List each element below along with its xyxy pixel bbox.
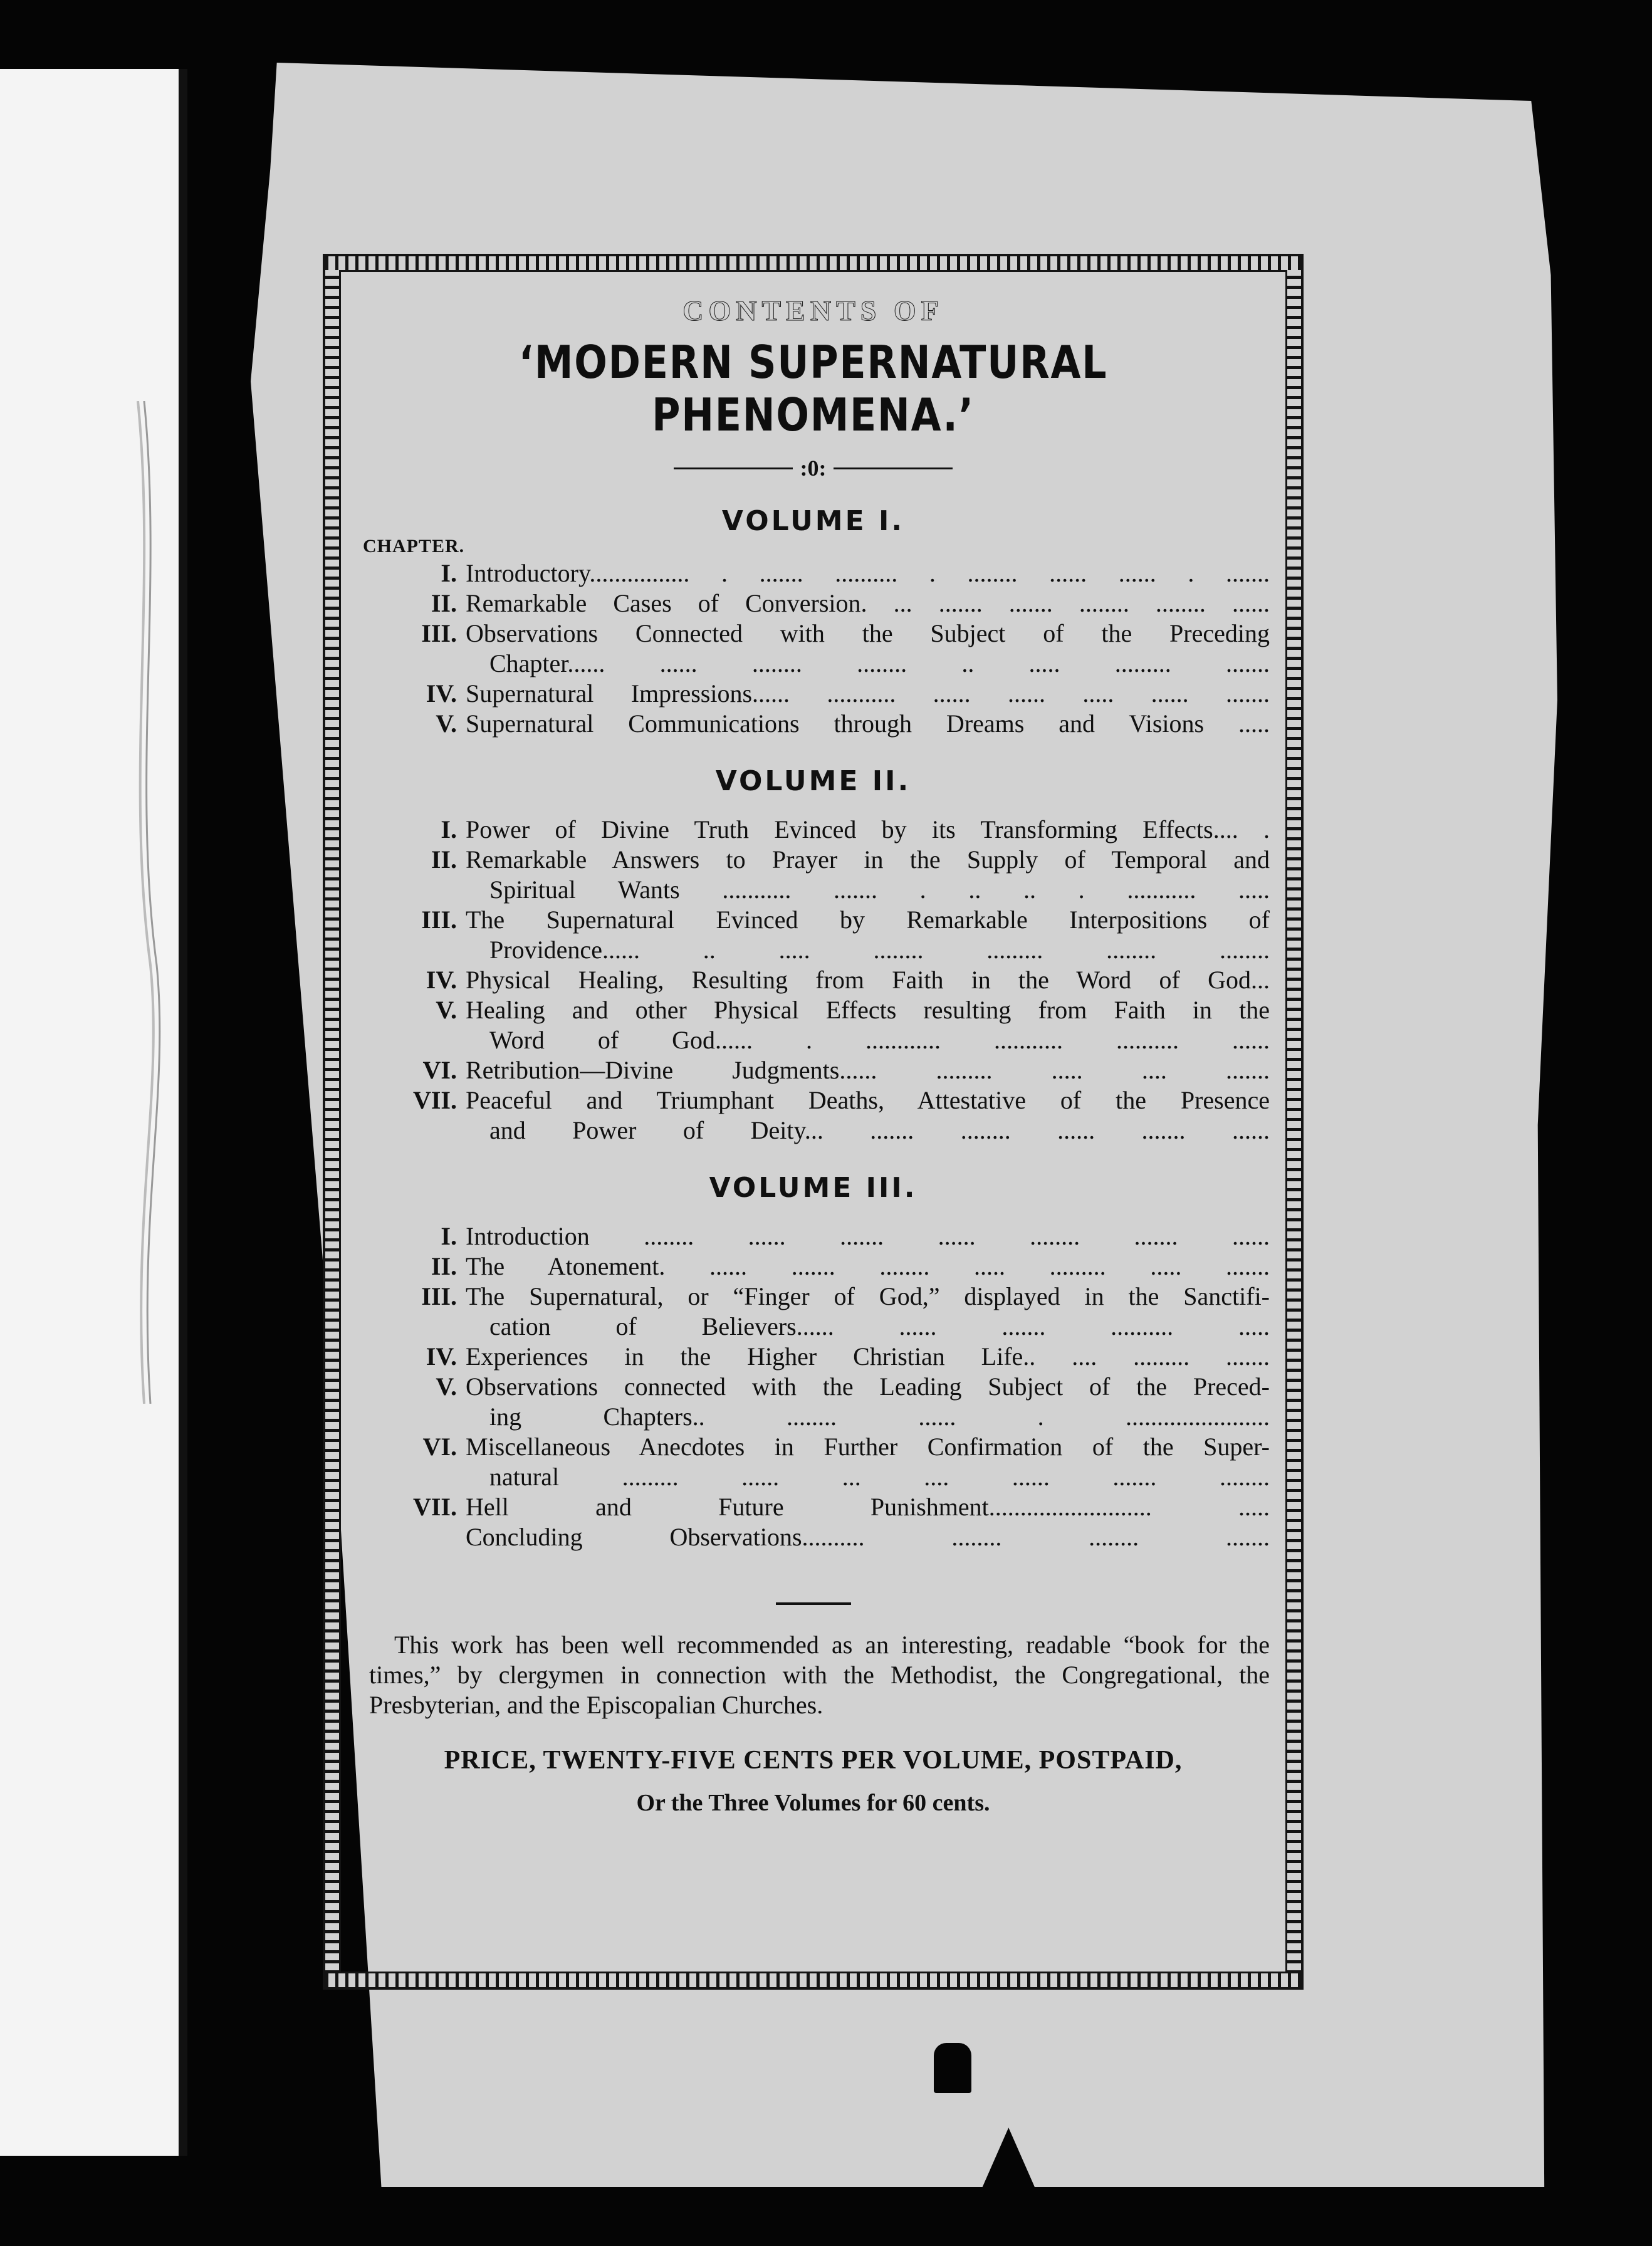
chapter-entry (357, 1342, 1270, 1372)
chapter-entry (357, 1372, 1270, 1402)
chapter-entry (357, 1462, 1270, 1492)
contents-listing (357, 294, 1270, 1956)
chapter-number: IV. (426, 679, 457, 708)
chapter-title: Providence...... .. ..... ........ ......... ........ ........ (489, 936, 1270, 964)
chapter-number: I. (441, 815, 457, 844)
chapter-entry (357, 1312, 1270, 1342)
chapter-title: Physical Healing, Resulting from Faith in the Word of God... (466, 966, 1270, 994)
chapter-title: Supernatural Impressions...... ........... ...... ...... ..... ...... ....... (466, 679, 1270, 708)
chapter-entry (357, 1055, 1270, 1085)
chapter-entry (357, 1492, 1270, 1522)
ornamental-border (323, 254, 1304, 1990)
chapter-title: The Supernatural Evinced by Remarkable Interpositions of (466, 906, 1270, 934)
chapter-number (357, 1462, 466, 1492)
chapter-number (357, 875, 466, 905)
chapter-entry (357, 845, 1270, 875)
chapter-entry (357, 1085, 1270, 1115)
chapter-title: Power of Divine Truth Evinced by its Transforming Effects.... . (466, 815, 1270, 844)
contents-of-heading: CONTENTS OF (682, 295, 944, 326)
chapter-entry (357, 619, 1270, 649)
chapter-list (357, 558, 1270, 739)
chapter-entry (357, 1251, 1270, 1282)
chapter-entry (357, 995, 1270, 1025)
chapter-entry (357, 875, 1270, 905)
chapter-title: Retribution—Divine Judgments...... ......... ..... .... ....... (466, 1056, 1270, 1084)
ornament-separator: :0: (357, 455, 1270, 481)
border-pattern-top (325, 256, 1301, 270)
chapter-title: Spiritual Wants ........... ....... . .. .. . ........... ..... (489, 875, 1270, 904)
chapter-entry (357, 1432, 1270, 1462)
chapter-title: natural ......... ...... ... .... ...... ....... ........ (489, 1463, 1270, 1491)
chapter-title: Remarkable Cases of Conversion. ... ....... ....... ........ ........ ...... (466, 589, 1270, 617)
chapter-number (357, 1402, 466, 1432)
chapter-title: and Power of Deity... ....... ........ ...... ....... ...... (489, 1116, 1270, 1144)
chapter-title: Remarkable Answers to Prayer in the Supply of Temporal and (466, 845, 1270, 874)
chapter-number (357, 1312, 466, 1342)
price-offer: Or the Three Volumes for 60 cents. (636, 1790, 990, 1816)
chapter-title: The Supernatural, or “Finger of God,” displayed in the Sanctifi- (466, 1282, 1270, 1310)
chapter-number: III. (421, 619, 457, 647)
recommendation-note: This work has been well recommended as an interesting, readable “book for the times,” by clergymen in connection with the Methodist, the Congregational, the Presbyterian, and the Episcopalian Churches. (369, 1631, 1270, 1719)
chapter-title: Introductory................ . ....... .......... . ........ ...... ...... . ....... (466, 559, 1270, 587)
chapter-number (357, 649, 466, 679)
chapter-title: ing Chapters.. ........ ...... . ....................... (489, 1402, 1270, 1431)
border-pattern-bottom (325, 1973, 1301, 1987)
volume-heading: VOLUME II. (715, 765, 911, 797)
volume-heading: VOLUME I. (721, 505, 905, 537)
chapter-number (357, 1025, 466, 1055)
chapter-entry (357, 649, 1270, 679)
chapter-number: II. (431, 589, 457, 617)
chapter-number: III. (421, 906, 457, 934)
chapter-entry (357, 588, 1270, 619)
chapter-title: Observations connected with the Leading Subject of the Preced- (466, 1372, 1270, 1401)
chapter-entry (357, 709, 1270, 739)
chapter-number: VI. (422, 1433, 457, 1461)
page-gutter (179, 69, 187, 2156)
border-pattern-right (1287, 270, 1301, 1973)
chapter-list (357, 1221, 1270, 1552)
chapter-entry (357, 558, 1270, 588)
chapter-entry (357, 815, 1270, 845)
chapter-entry (357, 935, 1270, 965)
divider-rule (776, 1602, 851, 1605)
price-line: PRICE, TWENTY-FIVE CENTS PER VOLUME, POSTPAID, (444, 1746, 1183, 1775)
chapter-title: Chapter...... ...... ........ ........ .. ..... ......... ....... (489, 649, 1270, 677)
chapter-title: Miscellaneous Anecdotes in Further Confirmation of the Super- (466, 1433, 1270, 1461)
chapter-entry (357, 905, 1270, 935)
chapter-title: Healing and other Physical Effects resulting from Faith in the (466, 996, 1270, 1024)
chapter-title: Concluding Observations.......... ........ ........ ....... (466, 1523, 1270, 1551)
chapter-label: CHAPTER. (363, 536, 465, 556)
chapter-number (357, 1115, 466, 1146)
chapter-number: I. (441, 559, 457, 587)
chapter-number: III. (421, 1282, 457, 1310)
volume-heading: VOLUME III. (709, 1172, 917, 1204)
chapter-title: Observations Connected with the Subject of the Preceding (466, 619, 1270, 647)
chapter-number: V. (436, 1372, 457, 1401)
chapter-number (357, 935, 466, 965)
chapter-number: II. (431, 845, 457, 874)
ink-blot (934, 2043, 971, 2093)
binding-thread (113, 401, 169, 1404)
chapter-entry (357, 679, 1270, 709)
chapter-title: Introduction ........ ...... ....... ...... ........ ....... ...... (466, 1222, 1270, 1250)
chapter-entry (357, 1025, 1270, 1055)
page-title: ‘MODERN SUPERNATURAL PHENOMENA.’ (518, 336, 1108, 441)
chapter-title: Experiences in the Higher Christian Life.. .... ......... ....... (466, 1342, 1270, 1371)
chapter-number: VI. (422, 1056, 457, 1084)
chapter-number (357, 1522, 466, 1552)
chapter-number: VII. (412, 1493, 457, 1521)
chapter-entry (357, 965, 1270, 995)
chapter-entry (357, 1221, 1270, 1251)
chapter-title: Supernatural Communications through Dreams and Visions ..... (466, 709, 1270, 738)
chapter-title: Word of God...... . ............ ........... .......... ...... (489, 1026, 1270, 1054)
chapter-number: IV. (426, 966, 457, 994)
volumes-list (357, 505, 1270, 1552)
border-pattern-left (325, 270, 339, 1973)
chapter-title: cation of Believers...... ...... ....... .......... ..... (489, 1312, 1270, 1340)
chapter-number: I. (441, 1222, 457, 1250)
chapter-title: Hell and Future Punishment.......................... ..... (466, 1493, 1270, 1521)
chapter-number: V. (436, 996, 457, 1024)
chapter-entry (357, 1282, 1270, 1312)
chapter-number: II. (431, 1252, 457, 1280)
chapter-list (357, 815, 1270, 1146)
chapter-title: Peaceful and Triumphant Deaths, Attestative of the Presence (466, 1086, 1270, 1114)
chapter-entry (357, 1115, 1270, 1146)
chapter-entry (357, 1402, 1270, 1432)
chapter-title: The Atonement. ...... ....... ........ ..... ......... ..... ....... (466, 1252, 1270, 1280)
chapter-number: V. (436, 709, 457, 738)
chapter-entry (357, 1522, 1270, 1552)
chapter-number: IV. (426, 1342, 457, 1371)
chapter-number: VII. (412, 1086, 457, 1114)
